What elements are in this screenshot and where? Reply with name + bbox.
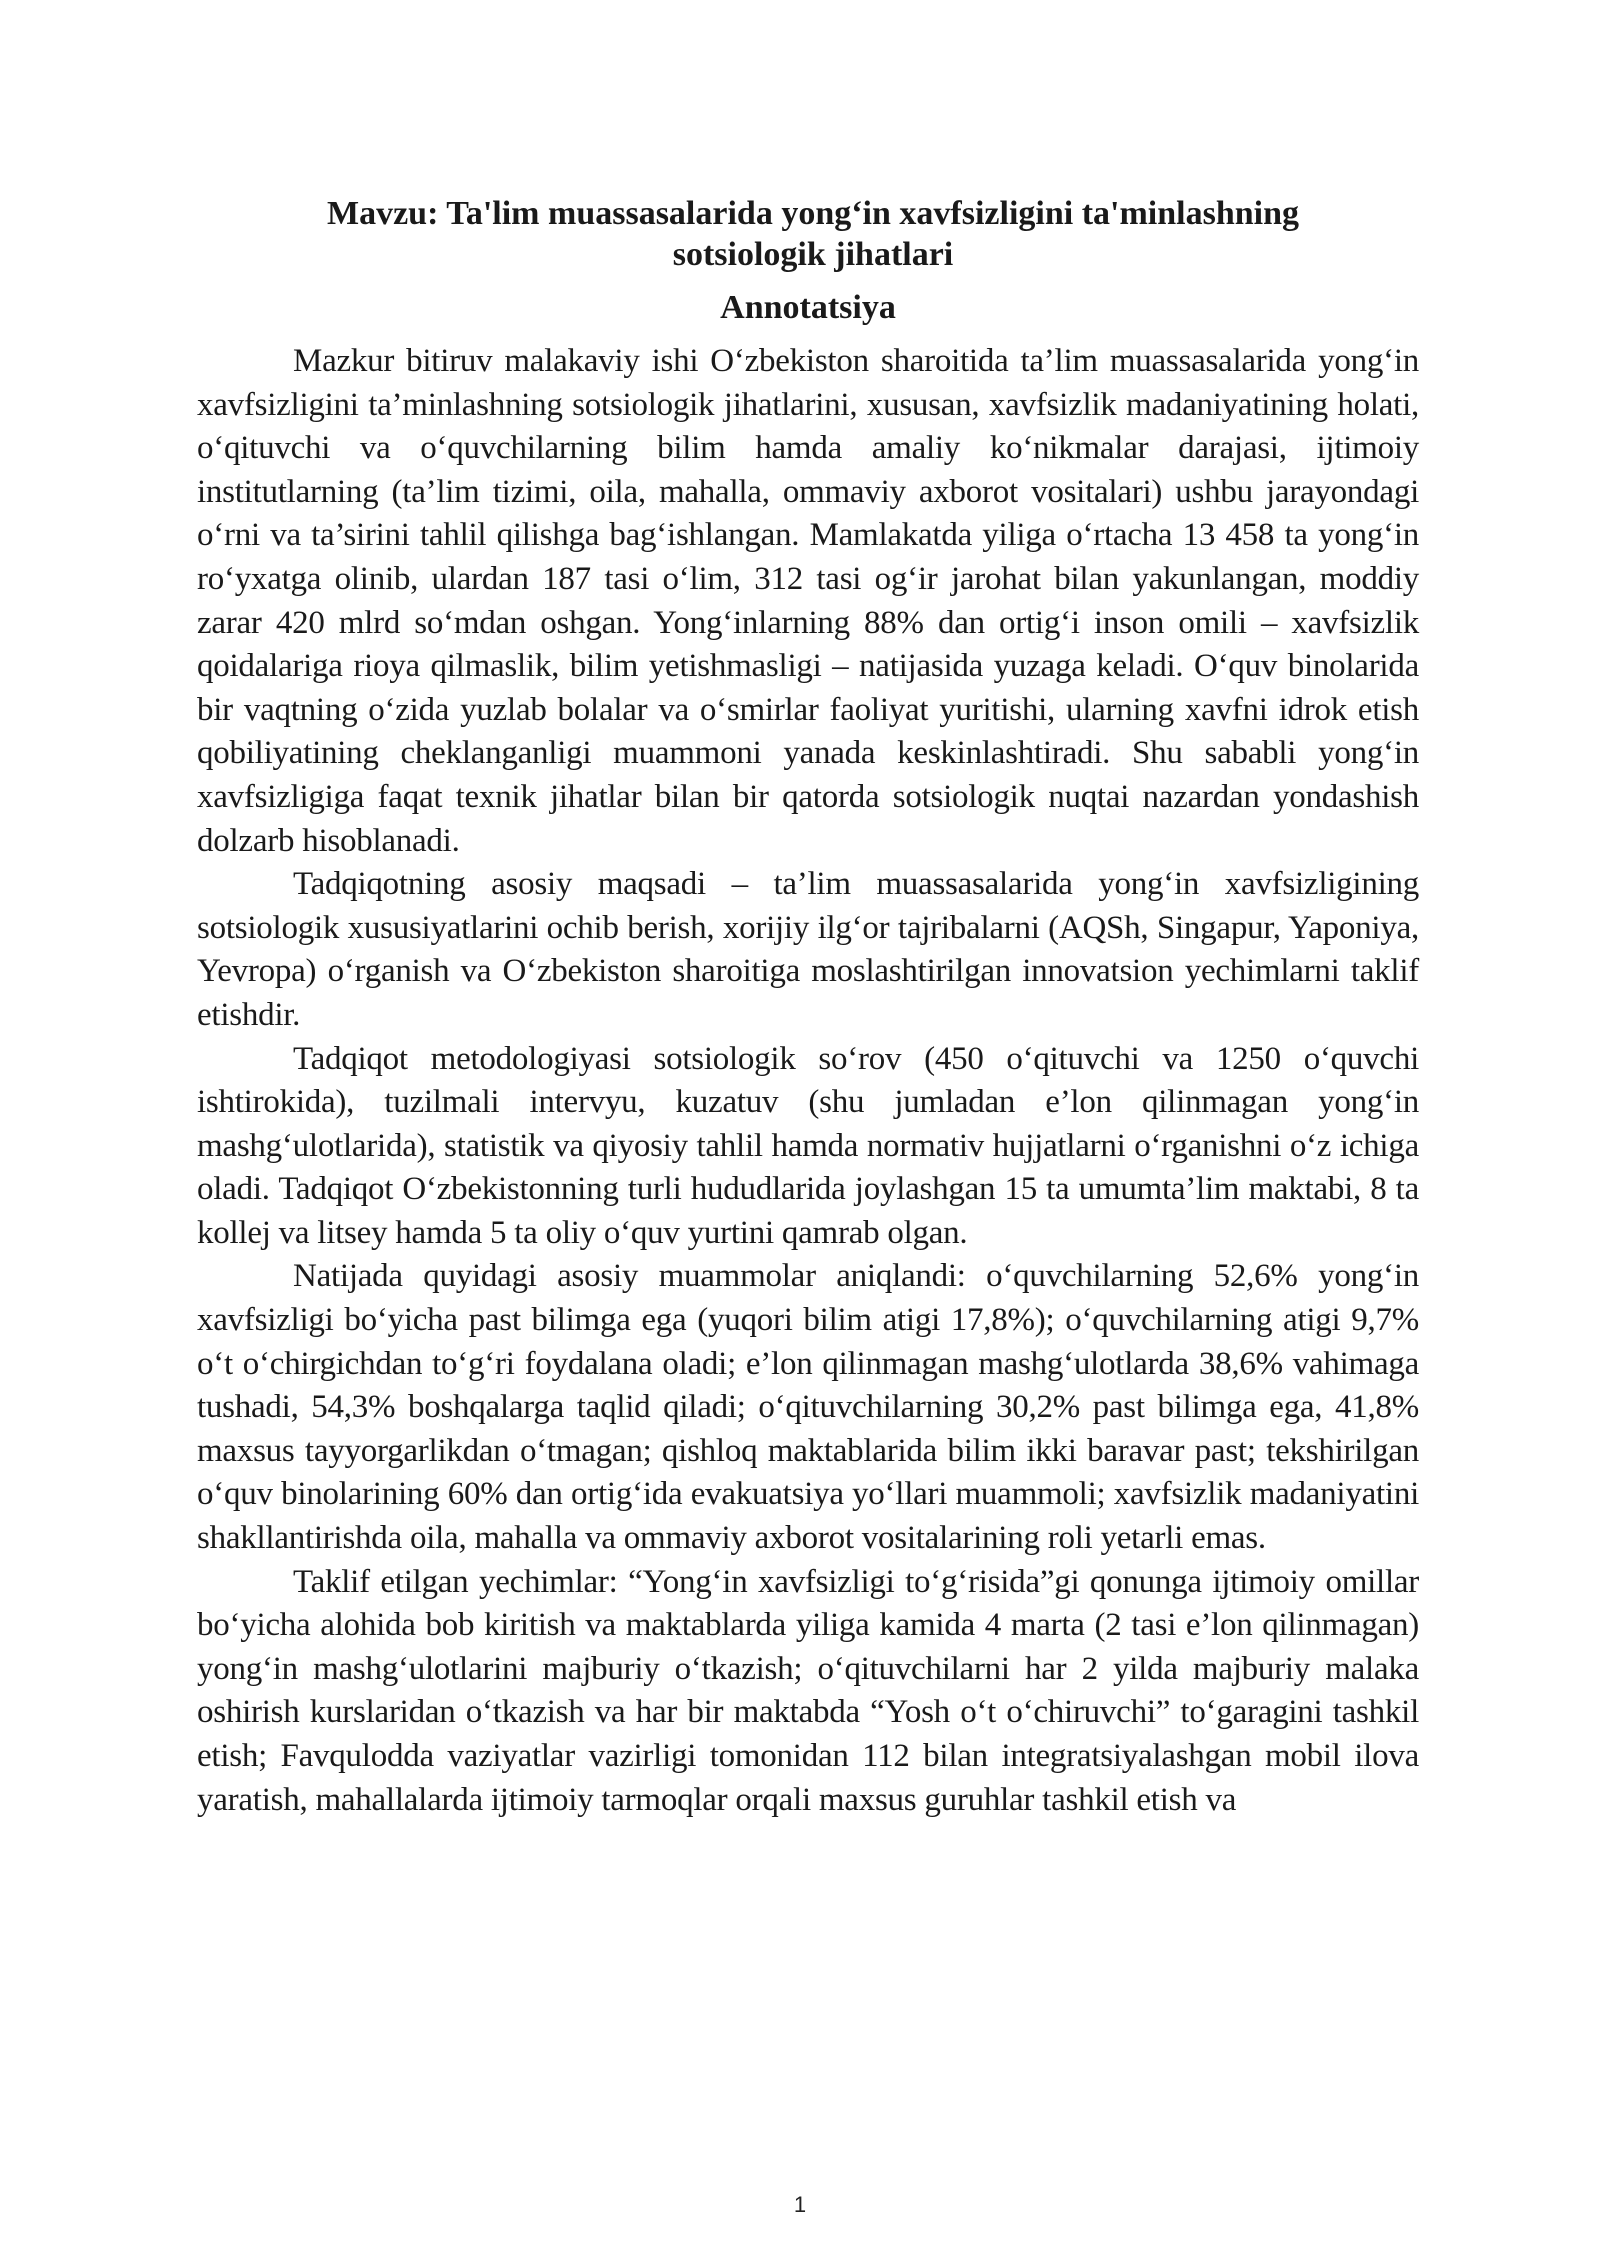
page-content	[197, 193, 1419, 1822]
paragraph-2: Tadqiqotning asosiy maqsadi – ta’lim muassasalarida yong‘in xavfsizligining sotsiologik xususiyatlarini ochib berish, xorijiy ilg‘or tajribalarni (AQSh, Singapur, Yaponiya, Yevropa) o‘rganish va O‘zbekiston sharoitiga moslashtirilgan innovatsion yechimlarni taklif etishdir.	[197, 866, 1419, 1033]
paragraph-1: Mazkur bitiruv malakaviy ishi O‘zbekiston sharoitida ta’lim muassasalarida yong‘in xavfsizligini ta’minlashning sotsiologik jihatlarini, xususan, xavfsizlik madaniyatining holati, o‘qituvchi va o‘quvchilarning bilim hamda amaliy ko‘nikmalar darajasi, ijtimoiy institutlarning (ta’lim tizimi, oila, mahalla, ommaviy axborot vositalari) ushbu jarayondagi o‘rni va ta’sirini tahlil qilishga bag‘ishlangan. Mamlakatda yiliga o‘rtacha 13 458 ta yong‘in ro‘yxatga olinib, ulardan 187 tasi o‘lim, 312 tasi og‘ir jarohat bilan yakunlangan, moddiy zarar 420 mlrd so‘mdan oshgan. Yong‘inlarning 88% dan ortig‘i inson omili – xavfsizlik qoidalariga rioya qilmaslik, bilim yetishmasligi – natijasida yuzaga keladi. O‘quv binolarida bir vaqtning o‘zida yuzlab bolalar va o‘smirlar faoliyat yuritishi, ularning xavfni idrok etish qobiliyatining cheklanganligi muammoni yanada keskinlashtiradi. Shu sababli yong‘in xavfsizligiga faqat texnik jihatlar bilan bir qatorda sotsiologik nuqtai nazardan yondashish dolzarb hisoblanadi.	[197, 343, 1419, 859]
paragraph-3: Tadqiqot metodologiyasi sotsiologik so‘rov (450 o‘qituvchi va 1250 o‘quvchi ishtirokida), tuzilmali intervyu, kuzatuv (shu jumladan e’lon qilinmagan yong‘in mashg‘ulotlarida), statistik va qiyosiy tahlil hamda normativ hujjatlarni o‘rganishni o‘z ichiga oladi. Tadqiqot O‘zbekistonning turli hududlarida joylashgan 15 ta umumta’lim maktabi, 8 ta kollej va litsey hamda 5 ta oliy o‘quv yurtini qamrab olgan.	[197, 1040, 1419, 1251]
document-title-line-2: sotsiologik jihatlari	[672, 236, 954, 273]
document-title-line-1: Mavzu: Ta'lim muassasalarida yong‘in xavfsizligini ta'minlashning	[326, 195, 1299, 232]
paragraph-4: Natijada quyidagi asosiy muammolar aniqlandi: o‘quvchilarning 52,6% yong‘in xavfsizligi bo‘yicha past bilimga ega (yuqori bilim atigi 17,8%); o‘quvchilarning atigi 9,7% o‘t o‘chirgichdan to‘g‘ri foydalana oladi; e’lon qilinmagan mashg‘ulotlarda 38,6% vahimaga tushadi, 54,3% boshqalarga taqlid qiladi; o‘qituvchilarning 30,2% past bilimga ega, 41,8% maxsus tayyorgarlikdan o‘tmagan; qishloq maktablarida bilim ikki baravar past; tekshirilgan o‘quv binolarining 60% dan ortig‘ida evakuatsiya yo‘llari muammoli; xavfsizlik madaniyatini shakllantirishda oila, mahalla va ommaviy axborot vositalarining roli yetarli emas.	[197, 1258, 1419, 1557]
page-number: 1	[793, 2192, 807, 2217]
document-title	[197, 193, 1419, 275]
section-heading-annotation: Annotatsiya	[720, 289, 896, 326]
paragraph-5: Taklif etilgan yechimlar: “Yong‘in xavfsizligi to‘g‘risida”gi qonunga ijtimoiy omillar bo‘yicha alohida bob kiritish va maktablarda yiliga kamida 4 marta (2 tasi e’lon qilinmagan) yong‘in mashg‘ulotlarini majburiy o‘tkazish; o‘qituvchilarni har 2 yilda majburiy malaka oshirish kurslaridan o‘tkazish va har bir maktabda “Yosh o‘t o‘chiruvchi” to‘garagini tashkil etish; Favqulodda vaziyatlar vazirligi tomonidan 112 bilan integratsiyalashgan mobil ilova yaratish, mahallalarda ijtimoiy tarmoqlar orqali maxsus guruhlar tashkil etish va	[197, 1563, 1419, 1818]
